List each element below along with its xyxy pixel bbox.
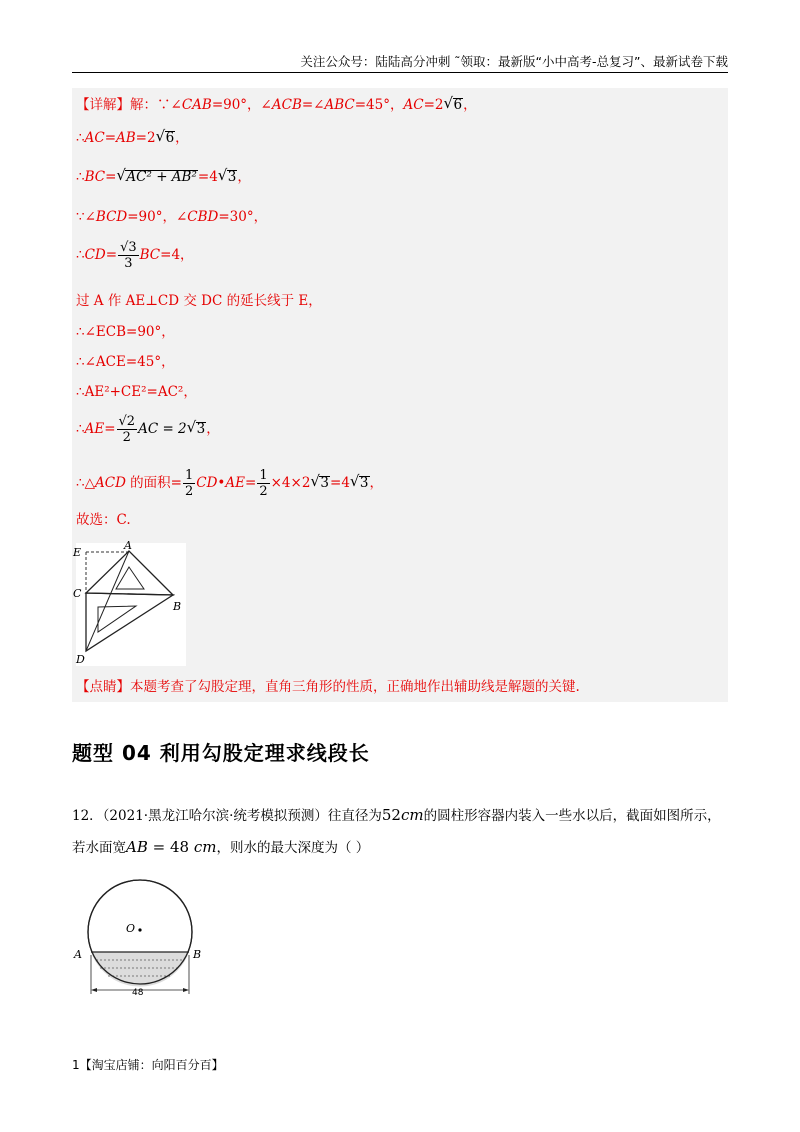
solution-line-7: ∴∠ECB=90°， bbox=[76, 324, 175, 340]
sqrt-6: √ 6 bbox=[155, 127, 175, 146]
page-header-text: 关注公众号：陆陆高分冲刺 ˜领取：最新版“小中高考-总复习”、最新试卷下载 bbox=[300, 54, 728, 69]
label-E: E bbox=[73, 546, 82, 559]
fraction-one-half: $\frac{1}{2}$ bbox=[185, 468, 194, 499]
solution-line-10: ∴AE= $\frac{√2}{2}$ AC = 2 √ 3， bbox=[76, 414, 220, 445]
label-48: 48 bbox=[132, 988, 144, 998]
section-title: 题型 04 利用勾股定理求线段长 bbox=[72, 741, 370, 765]
solution-line-9: ∴AE²+CE²=AC²， bbox=[76, 384, 197, 400]
sqrt-3: √ 3 bbox=[349, 472, 369, 491]
triangle-figure bbox=[73, 539, 186, 666]
circle-figure bbox=[72, 872, 212, 1007]
label-A: A bbox=[74, 948, 82, 961]
remark-line: 【点睛】本题考查了勾股定理，直角三角形的性质，正确地作出辅助线是解题的关键. bbox=[76, 679, 580, 695]
header-divider bbox=[72, 72, 728, 73]
fraction-sqrt3-over-3: $\frac{√3}{3}$ bbox=[120, 240, 137, 271]
solution-line-11: ∴△ACD 的面积= $\frac{1}{2}$ CD•AE= $\frac{1}{2}$ ×4×2 √ 3=4 √ 3， bbox=[76, 468, 384, 499]
sqrt-sum-squares: √ AC² + AB² bbox=[116, 166, 197, 185]
detail-tag: 【详解】 bbox=[76, 97, 130, 113]
footer-text: 1【淘宝店铺：向阳百分百】 bbox=[72, 1058, 224, 1072]
fraction-one-half: $\frac{1}{2}$ bbox=[259, 468, 268, 499]
solution-line-5: ∴CD= $\frac{√3}{3}$ BC=4， bbox=[76, 240, 194, 271]
label-C: C bbox=[73, 587, 82, 600]
solution-line-3: ∴BC= √ AC² + AB²=4 √ 3， bbox=[76, 166, 251, 185]
label-D: D bbox=[76, 653, 85, 666]
solution-line-2: ∴AC=AB=2 √ 6， bbox=[76, 127, 189, 146]
label-B: B bbox=[193, 948, 202, 961]
label-O: O bbox=[126, 922, 136, 935]
question-line-2: 若水面宽AB = 48 cm，则水的最大深度为（ ） bbox=[72, 838, 370, 856]
solution-line-4: ∵∠BCD=90°，∠CBD=30°， bbox=[76, 209, 268, 225]
sqrt-3: √ 3 bbox=[217, 166, 237, 185]
sqrt-3: √ 3 bbox=[310, 472, 330, 491]
solution-line-12: 故选：C. bbox=[76, 512, 131, 528]
solution-line-1: 【详解】解：∵∠CAB=90°，∠ACB=∠ABC=45°，AC=2 √ 6， bbox=[76, 94, 477, 113]
question-line-1: 12．（2021·黑龙江哈尔滨·统考模拟预测）往直径为52cm的圆柱形容器内装入一些水以后，截面如图所示， bbox=[72, 806, 721, 824]
label-A: A bbox=[124, 539, 132, 552]
sqrt-6: √ 6 bbox=[443, 94, 463, 113]
fraction-sqrt2-over-2: $\frac{√2}{2}$ bbox=[118, 414, 136, 445]
solution-line-8: ∴∠ACE=45°， bbox=[76, 354, 175, 370]
remark-tag: 【点睛】 bbox=[76, 679, 130, 695]
label-B: B bbox=[173, 600, 182, 613]
solution-line-6: 过 A 作 AE⊥CD 交 DC 的延长线于 E， bbox=[76, 293, 322, 309]
sqrt-3: √ 3 bbox=[186, 418, 206, 437]
